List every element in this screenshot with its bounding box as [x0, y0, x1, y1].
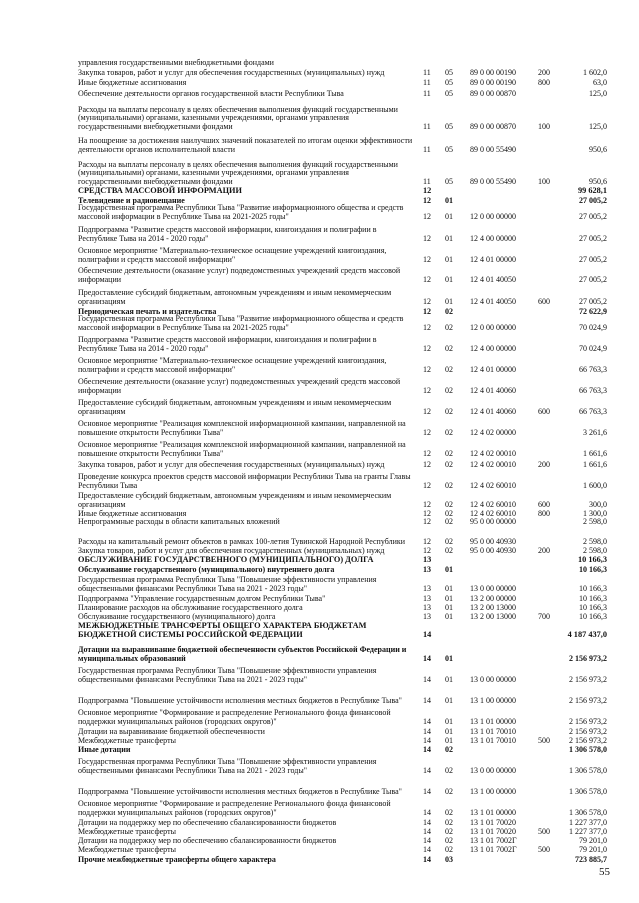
- row-sum: 1 306 578,0: [569, 766, 607, 776]
- row-cs: 13 0 00 00000: [470, 675, 516, 685]
- row-cs: 13 2 00 13000: [470, 603, 516, 613]
- row-cs: 13 1 01 7002Г: [470, 845, 517, 855]
- row-pr: 02: [445, 517, 453, 527]
- row-pr: 02: [445, 500, 453, 510]
- row-name: Расходы на выплаты персоналу в целях обеспечения выполнения функций государственными (муниципальными) органами, казенными учреждениями, органами управления государственными внебюджетными фондами: [78, 159, 398, 187]
- row-name: Непрограммные расходы в области капитальных вложений: [78, 517, 280, 527]
- row-rz: 13: [423, 555, 432, 565]
- row-name: Иные бюджетные ассигнования: [78, 78, 187, 88]
- row-sum: 27 005,2: [579, 297, 607, 307]
- row-cs: 12 4 01 40050: [470, 275, 516, 285]
- row-rz: 14: [423, 630, 432, 640]
- row-name: МЕЖБЮДЖЕТНЫЕ ТРАНСФЕРТЫ ОБЩЕГО ХАРАКТЕРА БЮДЖЕТАМ БЮДЖЕТНОЙ СИСТЕМЫ РОССИЙСКОЙ ФЕДЕРАЦИИ: [78, 621, 367, 640]
- row-sum: 27 005,2: [579, 255, 607, 265]
- row-pr: 02: [445, 845, 453, 855]
- row-pr: 02: [445, 509, 453, 519]
- row-name: Обеспечение деятельности органов государственной власти Республики Тыва: [78, 89, 344, 99]
- row-pr: 02: [445, 537, 453, 547]
- row-rz: 11: [423, 78, 431, 88]
- row-rz: 14: [423, 745, 431, 755]
- row-sum: 10 166,3: [579, 594, 607, 604]
- row-name: Закупка товаров, работ и услуг для обеспечения государственных (муниципальных) нужд: [78, 460, 385, 470]
- row-rz: 12: [423, 537, 431, 547]
- row-sum: 27 005,2: [579, 212, 607, 222]
- row-sum: 1 306 578,0: [569, 808, 607, 818]
- row-cs: 12 4 00 00000: [470, 344, 516, 354]
- row-cs: 13 0 00 00000: [470, 584, 516, 594]
- row-name: Дотации на выравнивание бюджетной обеспеченности: [78, 727, 265, 737]
- row-vr: 800: [538, 509, 550, 519]
- row-cs: 13 1 01 70020: [470, 827, 516, 837]
- row-name: Дотации на поддержку мер по обеспечению сбалансированности бюджетов: [78, 818, 337, 828]
- row-name: Планирование расходов на обслуживание государственного долга: [78, 603, 303, 613]
- row-pr: 05: [445, 177, 453, 187]
- row-name: Государственная программа Республики Тыва "Повышение эффективности управления общественными финансами Республики Тыва на 2021 - 2023 годы": [78, 757, 377, 776]
- row-rz: 12: [423, 297, 431, 307]
- row-vr: 800: [538, 78, 550, 88]
- row-name: управления государственными внебюджетными фондами: [78, 58, 274, 68]
- row-name: Государственная программа Республики Тыва "Повышение эффективности управления общественными финансами Республики Тыва на 2021 - 2023 годы": [78, 575, 377, 594]
- row-name: Иные дотации: [78, 745, 131, 755]
- row-pr: 03: [445, 855, 453, 865]
- row-cs: 13 1 01 7002Г: [470, 836, 517, 846]
- row-pr: 01: [445, 297, 453, 307]
- row-name: СРЕДСТВА МАССОВОЙ ИНФОРМАЦИИ: [78, 186, 242, 196]
- row-name: Государственная программа Республики Тыва "Повышение эффективности управления общественными финансами Республики Тыва на 2021 - 2023 годы": [78, 666, 377, 685]
- row-name: Подпрограмма "Повышение устойчивости исполнения местных бюджетов в Республике Тыва": [78, 787, 402, 797]
- row-sum: 10 166,3: [579, 612, 607, 622]
- row-sum: 27 005,2: [579, 234, 607, 244]
- row-pr: 01: [445, 234, 453, 244]
- row-pr: 02: [445, 546, 453, 556]
- row-vr: 700: [538, 612, 550, 622]
- row-rz: 14: [423, 654, 431, 664]
- row-sum: 66 763,3: [579, 386, 607, 396]
- row-name: Основное мероприятие "Формирование и распределение Регионального фонда финансовой поддержки муниципальных районов (городских округов)": [78, 708, 391, 727]
- row-cs: 12 4 01 00000: [470, 255, 516, 265]
- row-sum: 72 622,9: [579, 307, 607, 317]
- row-sum: 1 300,0: [583, 509, 607, 519]
- row-sum: 2 598,0: [583, 537, 607, 547]
- row-vr: 600: [538, 297, 550, 307]
- row-rz: 14: [423, 696, 431, 706]
- row-cs: 13 1 01 70020: [470, 818, 516, 828]
- row-cs: 89 0 00 00870: [470, 122, 516, 132]
- row-sum: 27 005,2: [579, 196, 607, 206]
- row-pr: 01: [445, 212, 453, 222]
- row-pr: 01: [445, 275, 453, 285]
- row-sum: 2 156 973,2: [569, 696, 607, 706]
- row-name: Подпрограмма "Развитие средств массовой информации, книгоиздания и полиграфии в Республике Тыва на 2014 - 2020 годы": [78, 335, 377, 354]
- row-pr: 02: [445, 827, 453, 837]
- row-rz: 12: [423, 428, 431, 438]
- row-rz: 14: [423, 836, 431, 846]
- row-name: Периодическая печать и издательства: [78, 307, 217, 317]
- row-sum: 300,0: [589, 500, 607, 510]
- row-name: Предоставление субсидий бюджетным, автономным учреждениям и иным некоммерческим организациям: [78, 398, 392, 417]
- row-name: Обеспечение деятельности (оказание услуг) подведомственных учреждений средств массовой информации: [78, 266, 401, 285]
- row-rz: 12: [423, 460, 431, 470]
- row-rz: 12: [423, 255, 431, 265]
- row-name: Обеспечение деятельности (оказание услуг) подведомственных учреждений средств массовой информации: [78, 377, 401, 396]
- row-pr: 02: [445, 323, 453, 333]
- row-pr: 01: [445, 565, 453, 575]
- row-name: Расходы на выплаты персоналу в целях обеспечения выполнения функций государственными (муниципальными) органами, казенными учреждениями, органами управления государственными внебюджетными фондами: [78, 104, 398, 132]
- row-pr: 01: [445, 654, 453, 664]
- row-pr: 01: [445, 736, 453, 746]
- row-rz: 12: [423, 307, 431, 317]
- row-sum: 1 306 578,0: [569, 787, 607, 797]
- row-sum: 2 156 973,2: [569, 654, 607, 664]
- row-cs: 95 0 00 40930: [470, 546, 516, 556]
- row-pr: 02: [445, 386, 453, 396]
- row-sum: 950,6: [589, 145, 607, 155]
- row-name: Дотации на выравнивание бюджетной обеспеченности субъектов Российской Федерации и муниципальных образований: [78, 645, 407, 664]
- row-cs: 13 1 01 70010: [470, 727, 516, 737]
- row-pr: 02: [445, 808, 453, 818]
- row-name: Межбюджетные трансферты: [78, 736, 176, 746]
- row-rz: 12: [423, 500, 431, 510]
- row-cs: 12 0 00 00000: [470, 212, 516, 222]
- row-rz: 14: [423, 675, 431, 685]
- row-rz: 12: [423, 365, 431, 375]
- row-vr: 200: [538, 68, 550, 78]
- row-sum: 2 598,0: [583, 517, 607, 527]
- row-rz: 14: [423, 717, 431, 727]
- row-pr: 05: [445, 122, 453, 132]
- row-sum: 10 166,3: [579, 565, 607, 575]
- row-pr: 05: [445, 68, 453, 78]
- row-pr: 05: [445, 78, 453, 88]
- row-cs: 89 0 00 55490: [470, 145, 516, 155]
- row-pr: 02: [445, 428, 453, 438]
- row-name: Закупка товаров, работ и услуг для обеспечения государственных (муниципальных) нужд: [78, 546, 385, 556]
- row-rz: 14: [423, 727, 431, 737]
- row-pr: 01: [445, 196, 453, 206]
- row-sum: 950,6: [589, 177, 607, 187]
- row-rz: 13: [423, 594, 431, 604]
- row-pr: 01: [445, 612, 453, 622]
- row-rz: 11: [423, 145, 431, 155]
- row-cs: 12 4 02 60010: [470, 509, 516, 519]
- row-name: Иные бюджетные ассигнования: [78, 509, 187, 519]
- row-sum: 2 156 973,2: [569, 717, 607, 727]
- row-cs: 13 1 01 00000: [470, 808, 516, 818]
- table-row: [0, 836, 639, 865]
- row-name: Подпрограмма "Развитие средств массовой информации, книгоиздания и полиграфии в Республике Тыва на 2014 - 2020 годы": [78, 225, 377, 244]
- row-cs: 12 4 01 40060: [470, 386, 516, 396]
- row-name: Расходы на капитальный ремонт объектов в рамках 100-летия Тувинской Народной Республики: [78, 537, 406, 547]
- row-rz: 12: [423, 323, 431, 333]
- row-sum: 1 602,0: [583, 68, 607, 78]
- row-pr: 02: [445, 481, 453, 491]
- row-cs: 13 1 00 00000: [470, 696, 516, 706]
- row-rz: 13: [423, 603, 431, 613]
- row-rz: 12: [423, 186, 432, 196]
- row-sum: 27 005,2: [579, 275, 607, 285]
- row-name: Основное мероприятие "Формирование и распределение Регионального фонда финансовой поддержки муниципальных районов (городских округов)": [78, 799, 391, 818]
- row-sum: 10 166,3: [577, 555, 607, 565]
- row-cs: 89 0 00 00190: [470, 68, 516, 78]
- row-name: Дотации на поддержку мер по обеспечению сбалансированности бюджетов: [78, 836, 337, 846]
- row-cs: 12 4 01 40060: [470, 407, 516, 417]
- row-pr: 02: [445, 307, 453, 317]
- row-rz: 12: [423, 517, 431, 527]
- row-vr: 600: [538, 407, 550, 417]
- row-rz: 12: [423, 234, 431, 244]
- row-sum: 10 166,3: [579, 603, 607, 613]
- row-rz: 12: [423, 275, 431, 285]
- row-name: Основное мероприятие "Материально-техническое оснащение учреждений книгоиздания, полиграфии и средств массовой информации": [78, 246, 387, 265]
- row-pr: 02: [445, 460, 453, 470]
- row-rz: 12: [423, 449, 431, 459]
- row-sum: 1 227 377,0: [569, 827, 607, 837]
- row-rz: 13: [423, 584, 431, 594]
- row-rz: 12: [423, 407, 431, 417]
- row-sum: 66 763,3: [579, 407, 607, 417]
- row-name: Подпрограмма "Повышение устойчивости исполнения местных бюджетов в Республике Тыва": [78, 696, 402, 706]
- row-rz: 12: [423, 196, 431, 206]
- row-name: Прочие межбюджетные трансферты общего характера: [78, 855, 276, 865]
- row-rz: 12: [423, 481, 431, 491]
- row-cs: 89 0 00 55490: [470, 177, 516, 187]
- row-cs: 89 0 00 00870: [470, 89, 516, 99]
- row-rz: 11: [423, 68, 431, 78]
- row-cs: 12 0 00 00000: [470, 323, 516, 333]
- page-number: 55: [599, 866, 610, 878]
- table-row: [0, 73, 639, 99]
- row-pr: 05: [445, 89, 453, 99]
- row-name: Основное мероприятие "Материально-техническое оснащение учреждений книгоиздания, полиграфии и средств массовой информации": [78, 356, 387, 375]
- row-cs: 12 4 02 60010: [470, 500, 516, 510]
- row-cs: 13 1 01 70010: [470, 736, 516, 746]
- row-name: Проведение конкурса проектов средств массовой информации Республики Тыва на гранты Главы Республики Тыва: [78, 472, 411, 491]
- row-sum: 79 201,0: [579, 836, 607, 846]
- row-pr: 05: [445, 145, 453, 155]
- row-cs: 95 0 00 40930: [470, 537, 516, 547]
- row-pr: 01: [445, 255, 453, 265]
- row-name: Основное мероприятие "Реализация комплексной информационной кампании, направленной на повышение открытости Республики Тыва": [78, 440, 406, 459]
- row-sum: 1 306 578,0: [569, 745, 607, 755]
- row-cs: 13 0 00 00000: [470, 766, 516, 776]
- row-cs: 12 4 01 00000: [470, 365, 516, 375]
- row-rz: 14: [423, 766, 431, 776]
- row-name: Предоставление субсидий бюджетным, автономным учреждениям и иным некоммерческим организациям: [78, 491, 392, 510]
- row-vr: 100: [538, 177, 550, 187]
- row-rz: 12: [423, 546, 431, 556]
- row-sum: 125,0: [589, 89, 607, 99]
- row-name: Межбюджетные трансферты: [78, 845, 176, 855]
- row-rz: 14: [423, 845, 431, 855]
- row-rz: 13: [423, 565, 431, 575]
- row-vr: 200: [538, 546, 550, 556]
- row-rz: 11: [423, 177, 431, 187]
- row-rz: 14: [423, 736, 431, 746]
- row-sum: 79 201,0: [579, 845, 607, 855]
- row-pr: 02: [445, 766, 453, 776]
- row-cs: 13 2 00 13000: [470, 612, 516, 622]
- row-vr: 500: [538, 845, 550, 855]
- row-pr: 02: [445, 818, 453, 828]
- row-pr: 02: [445, 745, 453, 755]
- row-cs: 12 4 01 40050: [470, 297, 516, 307]
- row-sum: 125,0: [589, 122, 607, 132]
- row-rz: 14: [423, 787, 431, 797]
- row-pr: 01: [445, 727, 453, 737]
- row-pr: 01: [445, 594, 453, 604]
- row-name: Государственная программа Республики Тыва "Развитие информационного общества и средств массовой информации в Республике Тыва на 2021-2025 годы": [78, 203, 404, 222]
- row-cs: 13 1 01 00000: [470, 717, 516, 727]
- row-vr: 500: [538, 827, 550, 837]
- row-name: Подпрограмма "Управление государственным долгом Республики Тыва": [78, 594, 326, 604]
- row-sum: 2 156 973,2: [569, 736, 607, 746]
- row-rz: 11: [423, 89, 431, 99]
- row-vr: 500: [538, 736, 550, 746]
- row-pr: 02: [445, 836, 453, 846]
- row-name: На поощрение за достижения наилучших значений показателей по итогам оценки эффективности деятельности органов исполнительной власти: [78, 136, 413, 155]
- row-rz: 12: [423, 386, 431, 396]
- row-cs: 89 0 00 00190: [470, 78, 516, 88]
- row-sum: 1 600,0: [583, 481, 607, 491]
- row-pr: 01: [445, 675, 453, 685]
- row-pr: 02: [445, 344, 453, 354]
- row-sum: 1 227 377,0: [569, 818, 607, 828]
- row-sum: 1 661,6: [583, 460, 607, 470]
- row-sum: 2 156 973,2: [569, 727, 607, 737]
- row-sum: 63,0: [593, 78, 607, 88]
- row-sum: 2 598,0: [583, 546, 607, 556]
- row-pr: 01: [445, 603, 453, 613]
- row-cs: 12 4 02 00010: [470, 449, 516, 459]
- row-sum: 66 763,3: [579, 365, 607, 375]
- row-rz: 12: [423, 509, 431, 519]
- row-sum: 70 024,9: [579, 344, 607, 354]
- row-rz: 12: [423, 212, 431, 222]
- row-cs: 12 4 02 00000: [470, 428, 516, 438]
- row-cs: 12 4 00 00000: [470, 234, 516, 244]
- row-vr: 100: [538, 122, 550, 132]
- row-name: Государственная программа Республики Тыва "Развитие информационного общества и средств массовой информации в Республике Тыва на 2021-2025 годы": [78, 314, 404, 333]
- row-rz: 14: [423, 827, 431, 837]
- row-name: Межбюджетные трансферты: [78, 827, 176, 837]
- row-cs: 12 4 02 60010: [470, 481, 516, 491]
- row-rz: 13: [423, 612, 431, 622]
- row-rz: 11: [423, 122, 431, 132]
- row-cs: 12 4 02 00010: [470, 460, 516, 470]
- row-name: Закупка товаров, работ и услуг для обеспечения государственных (муниципальных) нужд: [78, 68, 385, 78]
- row-sum: 10 166,3: [579, 584, 607, 594]
- row-sum: 4 187 437,0: [567, 630, 607, 640]
- row-sum: 99 628,1: [577, 186, 607, 196]
- row-sum: 723 885,7: [575, 855, 607, 865]
- row-sum: 70 024,9: [579, 323, 607, 333]
- row-rz: 14: [423, 855, 431, 865]
- row-rz: 12: [423, 344, 431, 354]
- table-row: [0, 129, 639, 155]
- row-cs: 13 1 00 00000: [470, 787, 516, 797]
- table-row: [0, 614, 639, 640]
- row-sum: 3 261,6: [583, 428, 607, 438]
- row-sum: 1 661,6: [583, 449, 607, 459]
- row-name: Обслуживание государственного (муниципального) долга: [78, 612, 276, 622]
- row-name: Телевидение и радиовещание: [78, 196, 185, 206]
- row-vr: 600: [538, 500, 550, 510]
- row-cs: 13 2 00 00000: [470, 594, 516, 604]
- row-name: Предоставление субсидий бюджетным, автономным учреждениям и иным некоммерческим организациям: [78, 288, 392, 307]
- row-pr: 01: [445, 717, 453, 727]
- row-name: Обслуживание государственного (муниципального) внутреннего долга: [78, 565, 335, 575]
- row-name: ОБСЛУЖИВАНИЕ ГОСУДАРСТВЕННОГО (МУНИЦИПАЛЬНОГО) ДОЛГА: [78, 555, 374, 565]
- row-rz: 14: [423, 818, 431, 828]
- row-pr: 02: [445, 407, 453, 417]
- row-pr: 02: [445, 365, 453, 375]
- row-pr: 02: [445, 449, 453, 459]
- row-pr: 01: [445, 696, 453, 706]
- row-pr: 01: [445, 584, 453, 594]
- row-pr: 02: [445, 787, 453, 797]
- row-name: Основное мероприятие "Реализация комплексной информационной кампании, направленной на повышение открытости Республики Тыва": [78, 419, 406, 438]
- row-sum: 2 156 973,2: [569, 675, 607, 685]
- row-rz: 14: [423, 808, 431, 818]
- row-vr: 200: [538, 460, 550, 470]
- row-cs: 95 0 00 00000: [470, 517, 516, 527]
